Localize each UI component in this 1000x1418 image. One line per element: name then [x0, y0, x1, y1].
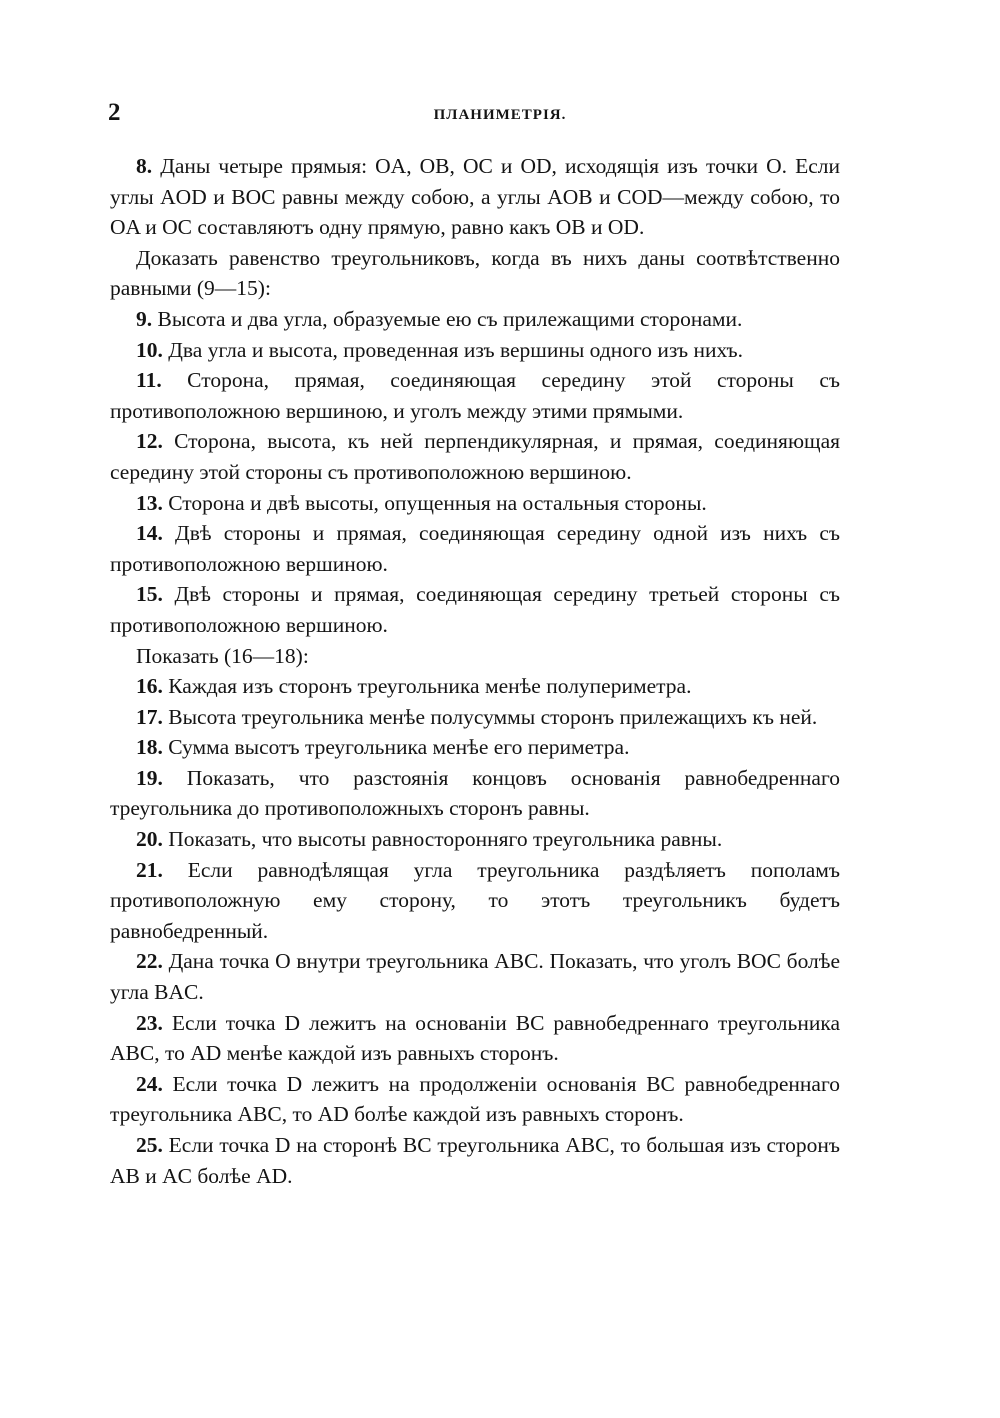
- problem-12: [110, 426, 840, 487]
- problem-20: [110, 824, 840, 855]
- problem-8: [110, 151, 840, 243]
- problem-number: 14.: [136, 521, 163, 546]
- section-intro-prove-equality: [110, 243, 840, 304]
- problem-number: 19.: [136, 765, 163, 790]
- problem-text: Два угла и высота, проведенная изъ вершины одного изъ нихъ.: [162, 337, 743, 362]
- problem-number: 11.: [136, 368, 162, 393]
- problem-16: [110, 671, 840, 702]
- problem-text: Двѣ стороны и прямая, соединяющая середину одной изъ нихъ съ противоположною вершиною.: [110, 521, 840, 576]
- problem-number: 9.: [136, 306, 153, 331]
- problem-number: 10.: [136, 337, 163, 362]
- problem-24: [110, 1069, 840, 1130]
- problem-text: Если точка D на сторонѣ BC треугольника ABC, то большая изъ сторонъ AB и AC болѣе AD.: [110, 1133, 840, 1188]
- problem-text: Двѣ стороны и прямая, соединяющая середину третьей стороны съ противоположною вершиною.: [110, 582, 840, 637]
- problem-11: [110, 365, 840, 426]
- problem-text: Высота треугольника менѣе полусуммы сторонъ прилежащихъ къ ней.: [162, 704, 818, 729]
- problem-number: 16.: [136, 674, 163, 699]
- problem-number: 13.: [136, 490, 163, 515]
- problem-text: Показать, что разстоянія концовъ основанія равнобедреннаго треугольника до противоположныхъ сторонъ равны.: [110, 765, 840, 821]
- problem-number: 23.: [136, 1010, 163, 1035]
- problem-number: 12.: [136, 429, 163, 454]
- section-intro-show: [110, 641, 840, 672]
- problem-text: Сторона и двѣ высоты, опущенныя на остальныя стороны.: [162, 490, 707, 515]
- problem-10: [110, 335, 840, 366]
- problem-text: Каждая изъ сторонъ треугольника менѣе полупериметра.: [162, 674, 692, 699]
- problem-number: 24.: [136, 1071, 163, 1096]
- problem-text: Сторона, прямая, соединяющая середину этой стороны съ противоположною вершиною, и уголъ между этими прямыми.: [110, 368, 840, 423]
- problem-21: [110, 855, 840, 947]
- problem-14: [110, 518, 840, 579]
- problem-number: 17.: [136, 704, 163, 729]
- problem-text: Дана точка O внутри треугольника ABC. Показать, что уголъ BOC болѣе угла BAC.: [110, 949, 840, 1005]
- problem-number: 25.: [136, 1133, 163, 1157]
- problem-text: Показать, что высоты равносторонняго треугольника равны.: [162, 827, 723, 852]
- problem-text: Если равнодѣлящая угла треугольника раздѣляетъ пополамъ противоположную ему сторону, то этотъ треугольникъ будетъ равнобедренный.: [110, 857, 840, 943]
- problem-13: [110, 488, 840, 519]
- section-intro-text: Показать (16—18):: [136, 643, 309, 668]
- page-number: 2: [108, 99, 121, 126]
- problem-number: 18.: [136, 735, 163, 760]
- problem-number: 15.: [136, 582, 163, 607]
- problem-19: [110, 763, 840, 824]
- problem-number: 20.: [136, 827, 163, 852]
- problem-text: Даны четыре прямыя: OA, OB, OC и OD, исходящія изъ точки O. Если углы AOD и BOC равны между собою, а углы AOB и COD—между собою, то OA и OC составляютъ одну прямую, равно какъ OB и OD.: [110, 154, 840, 240]
- problem-17: [110, 702, 840, 733]
- body-text: [110, 151, 840, 1191]
- problem-23: [110, 1008, 840, 1069]
- problem-text: Сумма высотъ треугольника менѣе его периметра.: [162, 735, 630, 760]
- problem-25: [110, 1130, 840, 1191]
- problem-18: [110, 732, 840, 763]
- problem-22: [110, 946, 840, 1007]
- problem-text: Если точка D лежитъ на продолженіи основанія BC равнобедреннаго треугольника ABC, то AD болѣе каждой изъ равныхъ сторонъ.: [110, 1071, 840, 1127]
- running-title: ПЛАНИМЕТРІЯ.: [433, 107, 567, 123]
- problem-text: Высота и два угла, образуемые ею съ прилежащими сторонами.: [152, 306, 743, 331]
- section-intro-text: Доказать равенство треугольниковъ, когда въ нихъ даны соотвѣтственно равными (9—15):: [110, 245, 840, 301]
- problem-9: [110, 304, 840, 335]
- problem-15: [110, 579, 840, 640]
- problem-text: Сторона, высота, къ ней перпендикулярная, и прямая, соединяющая середину этой стороны съ противоположною вершиною.: [110, 429, 840, 484]
- problem-text: Если точка D лежитъ на основаніи BC равнобедреннаго треугольника ABC, то AD менѣе каждой изъ равныхъ сторонъ.: [110, 1010, 840, 1066]
- problem-number: 21.: [136, 857, 163, 882]
- problem-number: 8.: [136, 154, 153, 178]
- problem-number: 22.: [136, 949, 163, 974]
